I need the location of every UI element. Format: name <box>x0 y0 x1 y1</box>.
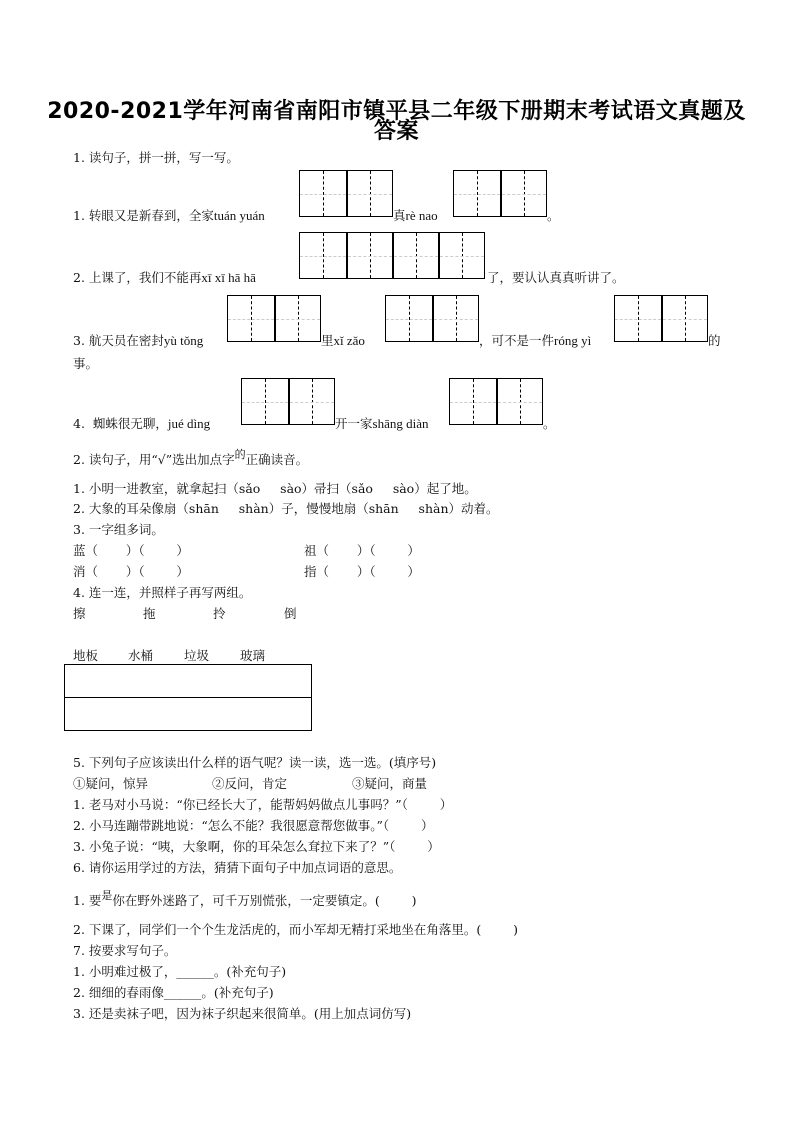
q6-item-1-sup: 是 <box>101 889 113 902</box>
grid-cell[interactable] <box>450 379 496 424</box>
grid-cell[interactable] <box>454 171 500 216</box>
q7-item-1: 1. 小明难过极了，______。(补充句子) <box>73 964 287 979</box>
document-title-line2 <box>0 114 793 145</box>
grid-cell[interactable] <box>438 233 484 278</box>
q1-item-3-pinyin-1: yù tǒng <box>163 333 204 348</box>
q1-item-1-pinyin-2: rè nao <box>405 208 438 223</box>
document-title-line2-text: 答案 <box>373 119 419 144</box>
q3-row-1-right: 祖（ ）（ ） <box>304 543 420 558</box>
q1-item-3-suffix: 的 <box>708 333 721 348</box>
q7-item-2: 2. 细细的春雨像______。(补充句子) <box>73 985 274 1000</box>
q1-item-4 <box>73 414 210 432</box>
q1-item-4-suffix: 。 <box>543 416 556 431</box>
q3-row-2-right: 指（ ）（ ） <box>304 564 420 579</box>
q4-verb-1[interactable]: 擦 <box>73 606 86 621</box>
q4-answer-row-1[interactable] <box>65 665 311 697</box>
q4-verb-3[interactable]: 拎 <box>213 606 226 621</box>
q5-option-2: ②反问，肯定 <box>212 776 288 791</box>
q3-heading: 3. 一字组多词。 <box>73 522 164 537</box>
q2-heading-a: 2. 读句子，用“√”选出加点字 <box>73 452 235 467</box>
q1-item-2-prefix: 2. 上课了，我们不能再 <box>73 270 202 285</box>
document-title-line1: 2020-2021学年河南省南阳市镇平县二年级下册期末考试语文真题及 <box>47 99 746 124</box>
q4-verb-4[interactable]: 倒 <box>284 606 297 621</box>
q6-item-2: 2. 下课了，同学们一个个生龙活虎的，而小军却无精打采地坐在角落里。( ) <box>73 922 518 937</box>
writing-grid-yutong[interactable] <box>227 295 321 342</box>
grid-cell[interactable] <box>346 233 392 278</box>
grid-cell[interactable] <box>496 379 542 424</box>
q2-item-2: 2. 大象的耳朵像扇（shān shàn）子，慢慢地扇（shān shàn）动着。 <box>73 501 499 516</box>
q5-option-1: ①疑问，惊异 <box>73 776 149 791</box>
writing-grid-xizao[interactable] <box>385 295 479 342</box>
q1-item-3-mid2-text: ，可不是一件 <box>479 333 555 348</box>
q4-verb-2[interactable]: 拖 <box>143 606 156 621</box>
q1-item-4-mid-text: 开一家 <box>335 416 373 431</box>
grid-cell[interactable] <box>500 171 546 216</box>
writing-grid-jueding[interactable] <box>241 378 335 425</box>
q1-item-4-mid <box>335 414 428 432</box>
grid-cell[interactable] <box>392 233 438 278</box>
q1-item-1-mid-text: 真 <box>393 208 406 223</box>
q3-row-2-left: 消（ ）（ ） <box>73 564 189 579</box>
q5-heading: 5. 下列句子应该读出什么样的语气呢？读一读，选一选。(填序号) <box>73 755 437 770</box>
q1-item-3-mid2 <box>479 331 591 349</box>
q1-item-4-pinyin-1: jué dìng <box>167 416 211 431</box>
grid-cell[interactable] <box>661 296 707 341</box>
grid-cell[interactable] <box>432 296 478 341</box>
q4-heading: 4. 连一连，并照样子再写两组。 <box>73 585 252 600</box>
q2-item-1: 1. 小明一进教室，就拿起扫（sǎo sào）帚扫（sǎo sào）起了地。 <box>73 481 477 496</box>
q4-noun-2[interactable]: 水桶 <box>128 648 154 663</box>
grid-cell[interactable] <box>242 379 288 424</box>
q1-item-1 <box>73 206 265 224</box>
q7-heading: 7. 按要求写句子。 <box>73 943 177 958</box>
q1-item-4-pinyin-2: shāng diàn <box>372 416 429 431</box>
q2-heading-b: 正确读音。 <box>245 452 309 467</box>
q1-item-1-suffix: 。 <box>547 208 560 223</box>
q1-item-2-pinyin-1: xī xī hā hā <box>201 270 256 285</box>
writing-grid-renao[interactable] <box>453 170 547 217</box>
grid-cell[interactable] <box>300 171 346 216</box>
grid-cell[interactable] <box>386 296 432 341</box>
q3-row-1-left: 蓝（ ）（ ） <box>73 543 189 558</box>
writing-grid-shangdian[interactable] <box>449 378 543 425</box>
q1-item-2-suffix: 了，要认认真真听讲了。 <box>487 270 625 285</box>
q1-item-1-pinyin-1: tuán yuán <box>213 208 265 223</box>
q1-item-1-mid <box>393 206 438 224</box>
q1-item-3-wrap: 事。 <box>73 356 99 371</box>
q1-item-3-prefix: 3. 航天员在密封 <box>73 333 164 348</box>
q4-noun-1[interactable]: 地板 <box>73 648 99 663</box>
q4-noun-4[interactable]: 玻璃 <box>240 648 266 663</box>
q6-item-1-b: 你在野外迷路了，可千万别慌张，一定要镇定。( ) <box>112 893 417 908</box>
q2-heading <box>73 450 308 468</box>
q4-answer-table <box>64 664 312 731</box>
q1-heading: 1. 读句子，拼一拼，写一写。 <box>73 150 239 165</box>
q4-noun-3[interactable]: 垃圾 <box>184 648 210 663</box>
q5-option-3: ③疑问，商量 <box>352 776 428 791</box>
q2-heading-sup: 的 <box>234 448 246 461</box>
q1-item-3-mid-text: 里 <box>321 333 334 348</box>
grid-cell[interactable] <box>228 296 274 341</box>
q1-item-4-prefix: 4. 蜘蛛很无聊， <box>73 416 168 431</box>
grid-cell[interactable] <box>274 296 320 341</box>
q1-item-1-prefix: 1. 转眼又是新春到，全家 <box>73 208 214 223</box>
q7-item-3: 3. 还是卖袜子吧，因为袜子织起来很简单。(用上加点词仿写) <box>73 1006 412 1021</box>
q4-answer-row-2[interactable] <box>65 697 311 730</box>
grid-cell[interactable] <box>346 171 392 216</box>
q6-item-1 <box>73 891 416 909</box>
q5-item-3: 3. 小兔子说：“咦，大象啊，你的耳朵怎么耷拉下来了？”（ ） <box>73 839 440 854</box>
q1-item-3-pinyin-2: xǐ zǎo <box>333 333 365 348</box>
q1-item-3-pinyin-3: róng yì <box>554 333 592 348</box>
grid-cell[interactable] <box>288 379 334 424</box>
q6-item-1-a: 1. 要 <box>73 893 102 908</box>
writing-grid-rongyi[interactable] <box>614 295 708 342</box>
q5-item-1: 1. 老马对小马说：“你已经长大了，能帮妈妈做点儿事吗？”（ ） <box>73 797 453 812</box>
q5-item-2: 2. 小马连蹦带跳地说：“怎么不能？我很愿意帮您做事。”（ ） <box>73 818 434 833</box>
grid-cell[interactable] <box>300 233 346 278</box>
q1-item-3 <box>73 331 203 349</box>
q1-item-2 <box>73 268 256 286</box>
q1-item-3-mid <box>321 331 365 349</box>
writing-grid-tuanyuan[interactable] <box>299 170 393 217</box>
q6-heading: 6. 请你运用学过的方法，猜猜下面句子中加点词语的意思。 <box>73 860 402 875</box>
grid-cell[interactable] <box>615 296 661 341</box>
writing-grid-xixihaha[interactable] <box>299 232 485 279</box>
